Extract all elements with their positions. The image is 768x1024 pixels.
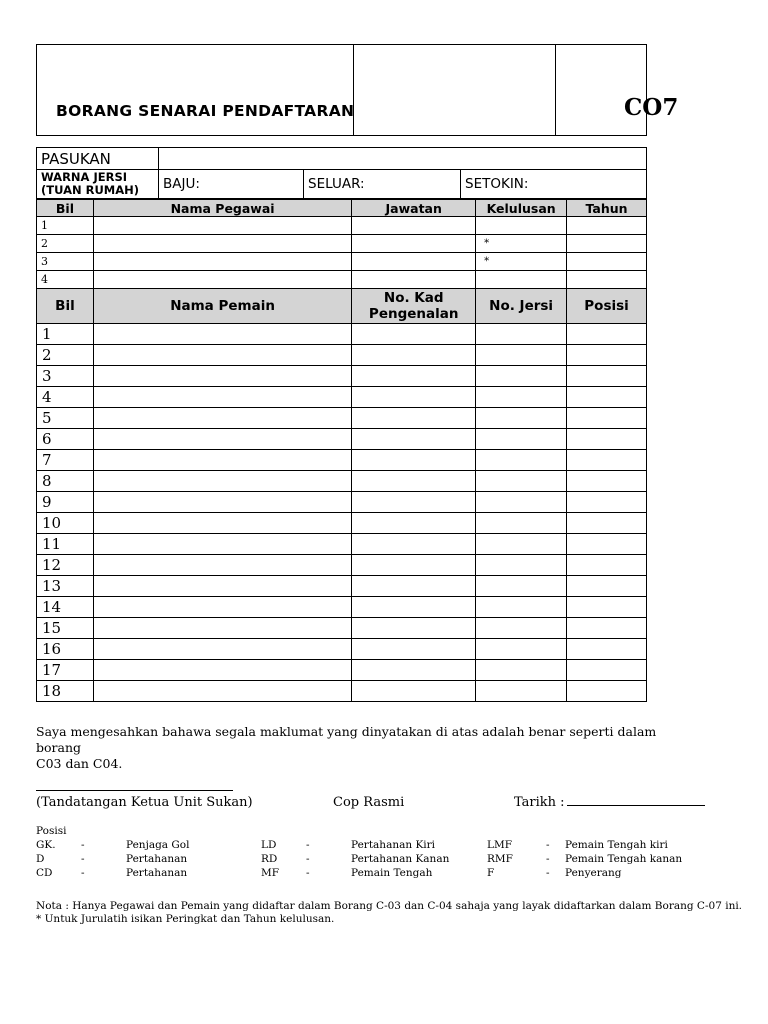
player-name-cell[interactable] [93, 324, 351, 345]
legend-dash: - [81, 853, 85, 865]
legend-code: LD [261, 839, 277, 851]
legend-dash: - [546, 867, 550, 879]
legend-row [36, 866, 622, 880]
player-ic-cell[interactable] [352, 345, 476, 366]
player-bil: 5 [37, 408, 94, 429]
legend-dash: - [546, 839, 550, 851]
player-position-cell[interactable] [567, 513, 647, 534]
official-name-cell[interactable] [93, 217, 351, 235]
player-ic-cell[interactable] [352, 555, 476, 576]
player-bil: 1 [37, 324, 94, 345]
official-row [37, 235, 647, 253]
player-row [37, 324, 647, 345]
official-jawatan-cell[interactable] [352, 253, 476, 271]
player-row [37, 639, 647, 660]
player-row [37, 576, 647, 597]
date-line[interactable] [567, 805, 705, 806]
official-tahun-cell[interactable] [567, 253, 647, 271]
player-row [37, 387, 647, 408]
official-kelulusan-cell[interactable] [476, 217, 567, 235]
legend-code: F [487, 867, 495, 879]
header-tahun: Tahun [567, 200, 647, 217]
signature-line[interactable] [36, 790, 233, 791]
player-jersey-cell[interactable] [476, 681, 567, 702]
player-jersey-cell[interactable] [476, 387, 567, 408]
player-row [37, 555, 647, 576]
player-position-cell[interactable] [567, 387, 647, 408]
player-position-cell[interactable] [567, 681, 647, 702]
form-title: BORANG SENARAI PENDAFTARAN [56, 102, 355, 120]
player-name-cell[interactable] [93, 471, 351, 492]
legend-row [36, 852, 683, 866]
header-bil: Bil [37, 200, 94, 217]
legend-dash: - [306, 867, 310, 879]
player-name-cell[interactable] [93, 534, 351, 555]
official-row [37, 253, 647, 271]
legend-code: RD [261, 853, 278, 865]
player-position-cell[interactable] [567, 471, 647, 492]
player-ic-cell[interactable] [352, 408, 476, 429]
player-ic-cell[interactable] [352, 450, 476, 471]
player-position-cell[interactable] [567, 660, 647, 681]
official-jawatan-cell[interactable] [352, 235, 476, 253]
legend-code: MF [261, 867, 280, 879]
player-name-cell[interactable] [93, 450, 351, 471]
header-kad-line2: Pengenalan [368, 306, 459, 322]
notes [36, 900, 742, 926]
player-ic-cell[interactable] [352, 492, 476, 513]
player-position-cell[interactable] [567, 555, 647, 576]
player-ic-cell[interactable] [352, 387, 476, 408]
header-bil: Bil [37, 289, 94, 324]
player-jersey-cell[interactable] [476, 513, 567, 534]
legend-name: Penyerang [565, 867, 622, 879]
legend-name: Pemain Tengah kiri [565, 839, 668, 851]
player-position-cell[interactable] [567, 408, 647, 429]
header-no-kad-pengenalan [352, 289, 476, 324]
legend-row [36, 838, 668, 852]
official-row [37, 217, 647, 235]
player-jersey-cell[interactable] [476, 492, 567, 513]
player-jersey-cell[interactable] [476, 597, 567, 618]
player-row [37, 408, 647, 429]
player-jersey-cell[interactable] [476, 555, 567, 576]
player-bil: 15 [37, 618, 94, 639]
player-bil: 10 [37, 513, 94, 534]
title-cell [37, 45, 354, 136]
official-tahun-cell[interactable] [567, 271, 647, 289]
official-jawatan-cell[interactable] [352, 271, 476, 289]
player-jersey-cell[interactable] [476, 429, 567, 450]
player-name-cell[interactable] [93, 681, 351, 702]
legend-code: LMF [487, 839, 513, 851]
baju-field[interactable] [159, 170, 304, 199]
player-row [37, 345, 647, 366]
player-name-cell[interactable] [93, 366, 351, 387]
seluar-label: SELUAR: [308, 176, 365, 192]
player-ic-cell[interactable] [352, 324, 476, 345]
header-blank-cell [354, 45, 556, 136]
official-kelulusan-cell[interactable] [476, 271, 567, 289]
player-bil: 8 [37, 471, 94, 492]
player-bil: 2 [37, 345, 94, 366]
player-bil: 4 [37, 387, 94, 408]
legend-dash: - [306, 839, 310, 851]
date-label: Tarikh : [514, 795, 565, 810]
player-position-cell[interactable] [567, 597, 647, 618]
player-row [37, 660, 647, 681]
player-position-cell[interactable] [567, 492, 647, 513]
players-header-row [37, 289, 647, 324]
form-header-box [36, 44, 647, 136]
player-name-cell[interactable] [93, 429, 351, 450]
header-kelulusan: Kelulusan [476, 200, 567, 217]
player-bil: 14 [37, 597, 94, 618]
seluar-field[interactable] [304, 170, 461, 199]
player-position-cell[interactable] [567, 324, 647, 345]
legend-code: RMF [487, 853, 513, 865]
legend-code: D [36, 853, 45, 865]
official-jawatan-cell[interactable] [352, 217, 476, 235]
player-row [37, 429, 647, 450]
player-name-cell[interactable] [93, 618, 351, 639]
setokin-label: SETOKIN: [465, 176, 529, 192]
player-ic-cell[interactable] [352, 639, 476, 660]
legend-name: Penjaga Gol [126, 839, 190, 851]
player-name-cell[interactable] [93, 408, 351, 429]
player-row [37, 450, 647, 471]
player-position-cell[interactable] [567, 450, 647, 471]
player-bil: 3 [37, 366, 94, 387]
official-bil: 3 [37, 253, 94, 271]
declaration-line2: C03 dan C04. [36, 756, 123, 771]
player-position-cell[interactable] [567, 639, 647, 660]
jersey-label-line2: (TUAN RUMAH) [41, 183, 140, 197]
official-kelulusan-cell[interactable]: * [476, 235, 567, 253]
setokin-field[interactable] [461, 170, 647, 199]
player-ic-cell[interactable] [352, 366, 476, 387]
header-nama-pemain: Nama Pemain [93, 289, 351, 324]
player-bil: 7 [37, 450, 94, 471]
player-bil: 11 [37, 534, 94, 555]
player-name-cell[interactable] [93, 492, 351, 513]
player-name-cell[interactable] [93, 597, 351, 618]
official-bil: 1 [37, 217, 94, 235]
player-ic-cell[interactable] [352, 513, 476, 534]
player-jersey-cell[interactable] [476, 408, 567, 429]
position-legend [36, 824, 683, 880]
declaration-line1: Saya mengesahkan bahawa segala maklumat yang dinyatakan di atas adalah benar seperti dalam borang [36, 724, 657, 755]
player-row [37, 492, 647, 513]
official-row [37, 271, 647, 289]
player-position-cell[interactable] [567, 429, 647, 450]
declaration [36, 724, 676, 772]
player-bil: 17 [37, 660, 94, 681]
legend-title: Posisi [36, 825, 67, 837]
official-kelulusan-cell[interactable]: * [476, 253, 567, 271]
player-name-cell[interactable] [93, 513, 351, 534]
nota-text: Nota : Hanya Pegawai dan Pemain yang didaftar dalam Borang C-03 dan C-04 sahaja yang layak didaftarkan dalam Borang C-07 ini. [36, 900, 743, 912]
player-position-cell[interactable] [567, 618, 647, 639]
legend-name: Pertahanan [126, 853, 188, 865]
player-jersey-cell[interactable] [476, 660, 567, 681]
header-kad-line1: No. Kad [383, 290, 444, 306]
player-jersey-cell[interactable] [476, 366, 567, 387]
player-row [37, 366, 647, 387]
header-posisi: Posisi [567, 289, 647, 324]
player-position-cell[interactable] [567, 366, 647, 387]
player-row [37, 534, 647, 555]
star-note: * Untuk Jurulatih isikan Peringkat dan Tahun kelulusan. [36, 913, 335, 925]
player-jersey-cell[interactable] [476, 345, 567, 366]
player-name-cell[interactable] [93, 555, 351, 576]
player-row [37, 597, 647, 618]
jersey-label [37, 170, 159, 199]
player-ic-cell[interactable] [352, 534, 476, 555]
player-ic-cell[interactable] [352, 681, 476, 702]
player-jersey-cell[interactable] [476, 639, 567, 660]
date-field[interactable] [514, 795, 705, 810]
player-ic-cell[interactable] [352, 471, 476, 492]
pasukan-label: PASUKAN [37, 148, 159, 170]
legend-dash: - [81, 839, 85, 851]
legend-code: GK. [36, 839, 56, 851]
official-name-cell[interactable] [93, 235, 351, 253]
player-jersey-cell[interactable] [476, 576, 567, 597]
player-name-cell[interactable] [93, 576, 351, 597]
player-ic-cell[interactable] [352, 660, 476, 681]
player-jersey-cell[interactable] [476, 324, 567, 345]
legend-name: Pertahanan Kanan [351, 853, 450, 865]
baju-label: BAJU: [163, 176, 200, 192]
player-jersey-cell[interactable] [476, 534, 567, 555]
player-ic-cell[interactable] [352, 618, 476, 639]
legend-name: Pemain Tengah kanan [565, 853, 683, 865]
player-ic-cell[interactable] [352, 429, 476, 450]
player-name-cell[interactable] [93, 639, 351, 660]
player-bil: 16 [37, 639, 94, 660]
official-name-cell[interactable] [93, 271, 351, 289]
official-tahun-cell[interactable] [567, 217, 647, 235]
player-name-cell[interactable] [93, 387, 351, 408]
official-bil: 2 [37, 235, 94, 253]
player-position-cell[interactable] [567, 576, 647, 597]
player-bil: 18 [37, 681, 94, 702]
header-no-jersi: No. Jersi [476, 289, 567, 324]
player-jersey-cell[interactable] [476, 618, 567, 639]
player-bil: 12 [37, 555, 94, 576]
player-ic-cell[interactable] [352, 576, 476, 597]
player-row [37, 618, 647, 639]
player-bil: 13 [37, 576, 94, 597]
player-ic-cell[interactable] [352, 597, 476, 618]
player-row [37, 471, 647, 492]
player-bil: 6 [37, 429, 94, 450]
player-jersey-cell[interactable] [476, 450, 567, 471]
header-code-cell [556, 45, 647, 136]
header-jawatan: Jawatan [352, 200, 476, 217]
legend-name: Pemain Tengah [351, 867, 433, 879]
officials-header-row [37, 200, 647, 217]
header-nama-pegawai: Nama Pegawai [93, 200, 351, 217]
player-position-cell[interactable] [567, 345, 647, 366]
stamp-label: Cop Rasmi [333, 795, 405, 810]
official-name-cell[interactable] [93, 253, 351, 271]
jersey-label-line1: WARNA JERSI [41, 170, 128, 184]
player-row [37, 513, 647, 534]
legend-dash: - [81, 867, 85, 879]
team-info-table [36, 147, 647, 199]
player-name-cell[interactable] [93, 660, 351, 681]
official-tahun-cell[interactable] [567, 235, 647, 253]
legend-dash: - [546, 853, 550, 865]
player-jersey-cell[interactable] [476, 471, 567, 492]
signature-label: (Tandatangan Ketua Unit Sukan) [36, 795, 253, 810]
player-position-cell[interactable] [567, 534, 647, 555]
legend-name: Pertahanan [126, 867, 188, 879]
player-row [37, 681, 647, 702]
registration-table [36, 199, 647, 702]
official-bil: 4 [37, 271, 94, 289]
legend-name: Pertahanan Kiri [351, 839, 436, 851]
pasukan-field[interactable] [159, 148, 647, 170]
player-name-cell[interactable] [93, 345, 351, 366]
player-bil: 9 [37, 492, 94, 513]
legend-dash: - [306, 853, 310, 865]
legend-code: CD [36, 867, 53, 879]
form-code: CO7 [624, 94, 679, 121]
